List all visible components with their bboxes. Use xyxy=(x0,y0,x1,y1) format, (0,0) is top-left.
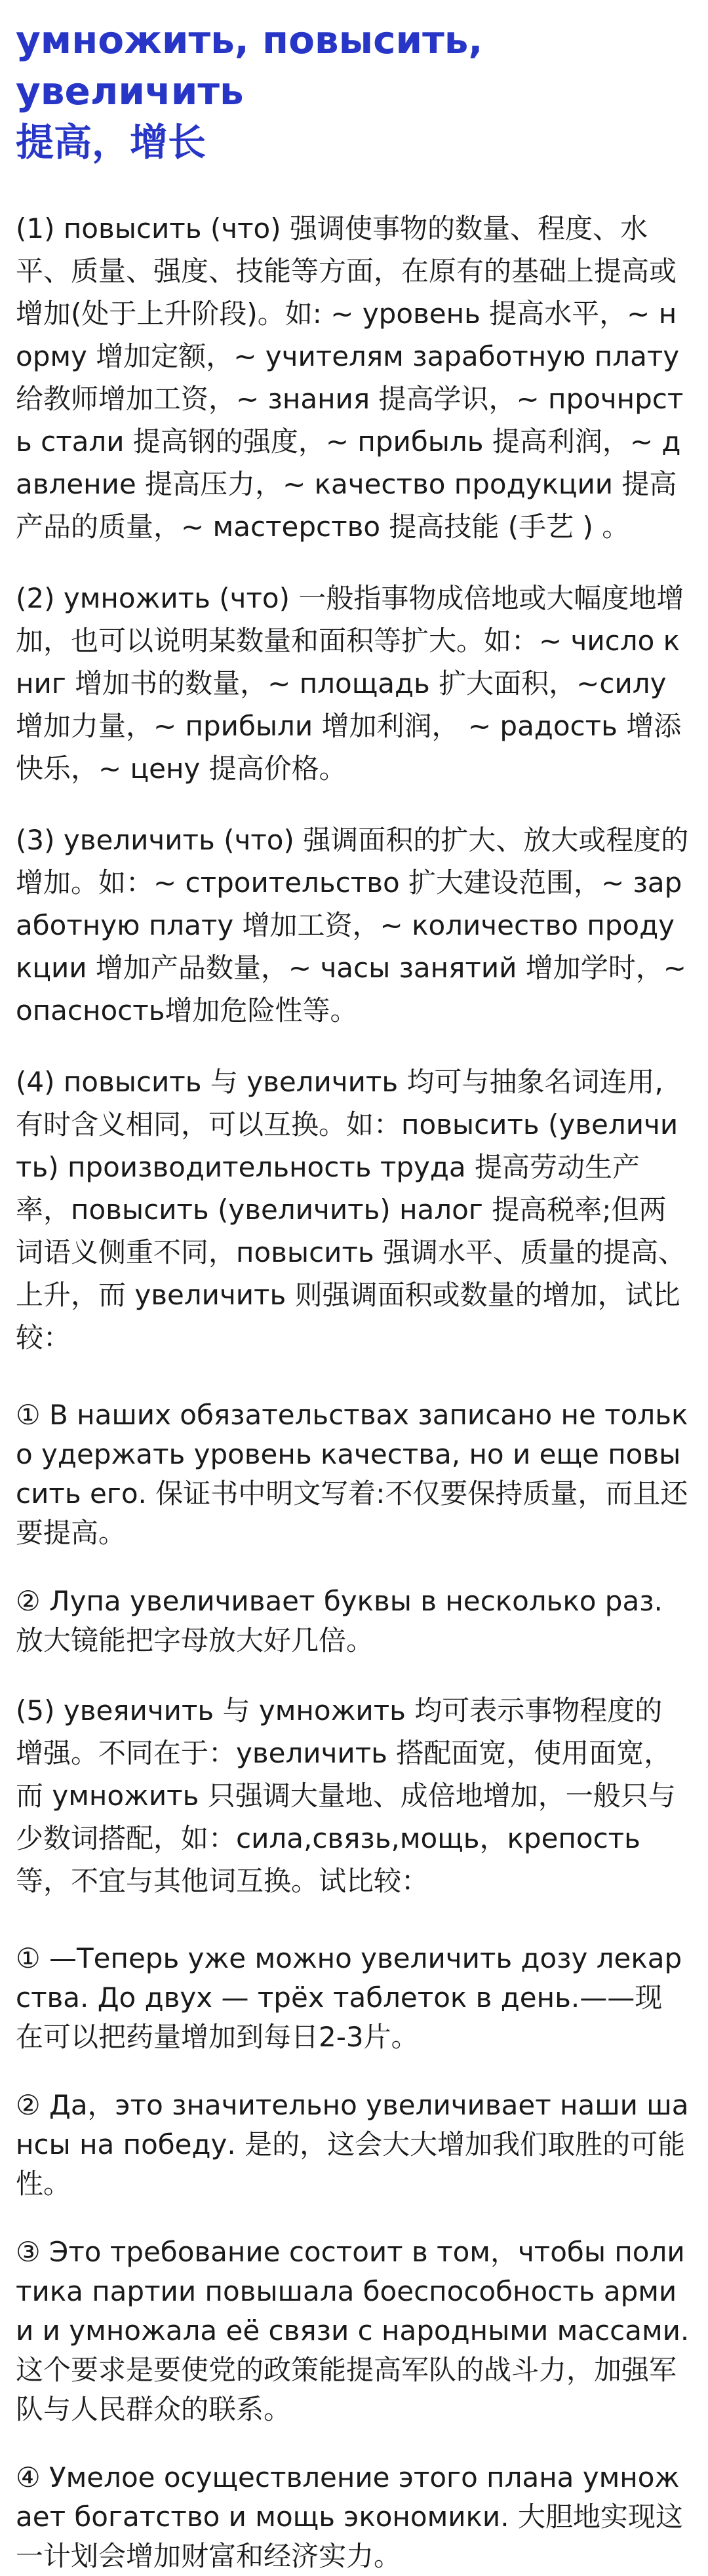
example-5-2: ② Да，это значительно увеличивает наши шансы на победу. 是的，这会大大增加我们取胜的可能性。 xyxy=(16,2089,689,2200)
paragraph-4-comparison: (4) повысить 与 увеличить 均可与抽象名词连用,有时含义相同，可以互换。如：повысить (увеличить) производительность труда 提高劳动生产率，повысить (увеличить) налог 提高税率;但两词语义侧重不同，повысить 强调水平、质量的提高、上升，而 увеличить 则强调面积或数量的增加，试比较： xyxy=(16,1066,686,1354)
example-4-1: ① В наших обязательствах записано не только удержать уровень качества, но и еще повысить его. 保证书中明文写着:不仅要保持质量，而且还要提高。 xyxy=(16,1399,688,1549)
paragraph-3-uvelichit: (3) увеличить (что) 强调面积的扩大、放大或程度的增加。如：~ строительство 扩大建设范围，~ заработную плату 增加工资，~ количество продукции 增加产品数量，~ часы занятий 增加学时，~опасность增加危险性等。 xyxy=(16,824,689,1026)
page-title xyxy=(16,14,690,168)
example-4-2: ② Лупа увеличивает буквы в несколько раз. 放大镜能把字母放大好几倍。 xyxy=(16,1585,663,1656)
example-5-3: ③ Это требование состоит в том，чтобы политика партии повышала боеспособность армии и умножала её связи с народными массами. 这个要求是要使党的政策能提高军队的战斗力，加强军队与人民群众的联系。 xyxy=(16,2236,690,2425)
title-line-chinese: 提高，增长 xyxy=(16,120,206,165)
paragraph-2-umnozhit: (2) умножить (что) 一般指事物成倍地或大幅度地增加，也可以说明某数量和面积等扩大。如：~ число книг 增加书的数量，~ площадь 扩大面积，~силу 增加力量，~ прибыли 增加利润， ~ радость 增添快乐，~ цену 提高价格。 xyxy=(16,582,684,785)
paragraph-1-povysit: (1) повысить (что) 强调使事物的数量、程度、水平、质量、强度、技能等方面，在原有的基础上提高或增加(处于上升阶段)。如: ~ уровень 提高水平，~ норму 增加定额，~ учителям заработную плату 给教师增加工资，~ знания 提高学识，~ прочнрсть стали 提高钢的强度，~ прибыль 提高利润，~ давление 提高压力，~ качество продукции 提高产品的质量，~ мастерство 提高技能 (手艺 ) 。 xyxy=(16,212,684,543)
paragraph-5-comparison: (5) увеяичить 与 умножить 均可表示事物程度的增强。不同在于：увеличить 搭配面宽，使用面宽，而 умножить 只强调大量地、成倍地增加，一般只与少数词搭配，如：сила,связь,мощь，крепость 等，不宜与其他词互换。试比较： xyxy=(16,1694,676,1897)
title-line-russian: умножить, повысить, увеличить xyxy=(16,18,483,113)
example-5-1: ① —Теперь уже можно увеличить дозу лекарства. До двух — трёх таблеток в день.——现在可以把药量增加到每日2-3片。 xyxy=(16,1942,682,2053)
example-5-4: ④ Умелое осуществление этого плана умножает богатство и мощь экономики. 大胆地实现这一计划会增加财富和经济实力。 xyxy=(16,2461,683,2572)
